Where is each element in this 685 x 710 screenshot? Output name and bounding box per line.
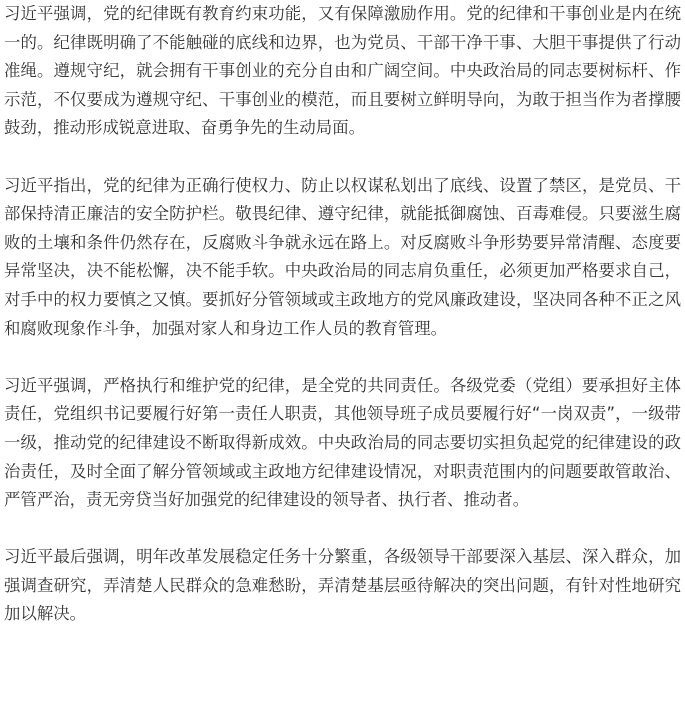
paragraph: 习近平最后强调，明年改革发展稳定任务十分繁重，各级领导干部要深入基层、深入群众，加强调查研究，弄清楚人民群众的急难愁盼，弄清楚基层亟待解决的突出问题，有针对性地研究加以解决。 xyxy=(4,547,681,624)
paragraph: 习近平强调，党的纪律既有教育约束功能，又有保障激励作用。党的纪律和干事创业是内在统一的。纪律既明确了不能触碰的底线和边界，也为党员、干部干净干事、大胆干事提供了行动准绳。遵规守纪，就会拥有干事创业的充分自由和广阔空间。中央政治局的同志要树标杆、作示范，不仅要成为遵规守纪、干事创业的模范，而且要树立鲜明导向，为敢于担当作为者撑腰鼓劲，推动形成锐意进取、奋勇争先的生动局面。 xyxy=(4,4,681,138)
paragraph: 习近平指出，党的纪律为正确行使权力、防止以权谋私划出了底线、设置了禁区，是党员、干部保持清正廉洁的安全防护栏。敬畏纪律、遵守纪律，就能抵御腐蚀、百毒难侵。只要滋生腐败的土壤和条件仍然存在，反腐败斗争就永远在路上。对反腐败斗争形势要异常清醒、态度要异常坚决，决不能松懈，决不能手软。中央政治局的同志肩负重任，必须更加严格要求自己，对手中的权力要慎之又慎。要抓好分管领域或主政地方的党风廉政建设，坚决同各种不正之风和腐败现象作斗争，加强对家人和身边工作人员的教育管理。 xyxy=(4,175,681,338)
paragraph: 习近平强调，严格执行和维护党的纪律，是全党的共同责任。各级党委（党组）要承担好主体责任，党组织书记要履行好第一责任人职责，其他领导班子成员要履行好“一岗双责”，一级带一级，推动党的纪律建设不断取得新成效。中央政治局的同志要切实担负起党的纪律建设的政治责任，及时全面了解分管领域或主政地方纪律建设情况，对职责范围内的问题要敢管敢治、严管严治，责无旁贷当好加强党的纪律建设的领导者、执行者、推动者。 xyxy=(4,375,681,510)
